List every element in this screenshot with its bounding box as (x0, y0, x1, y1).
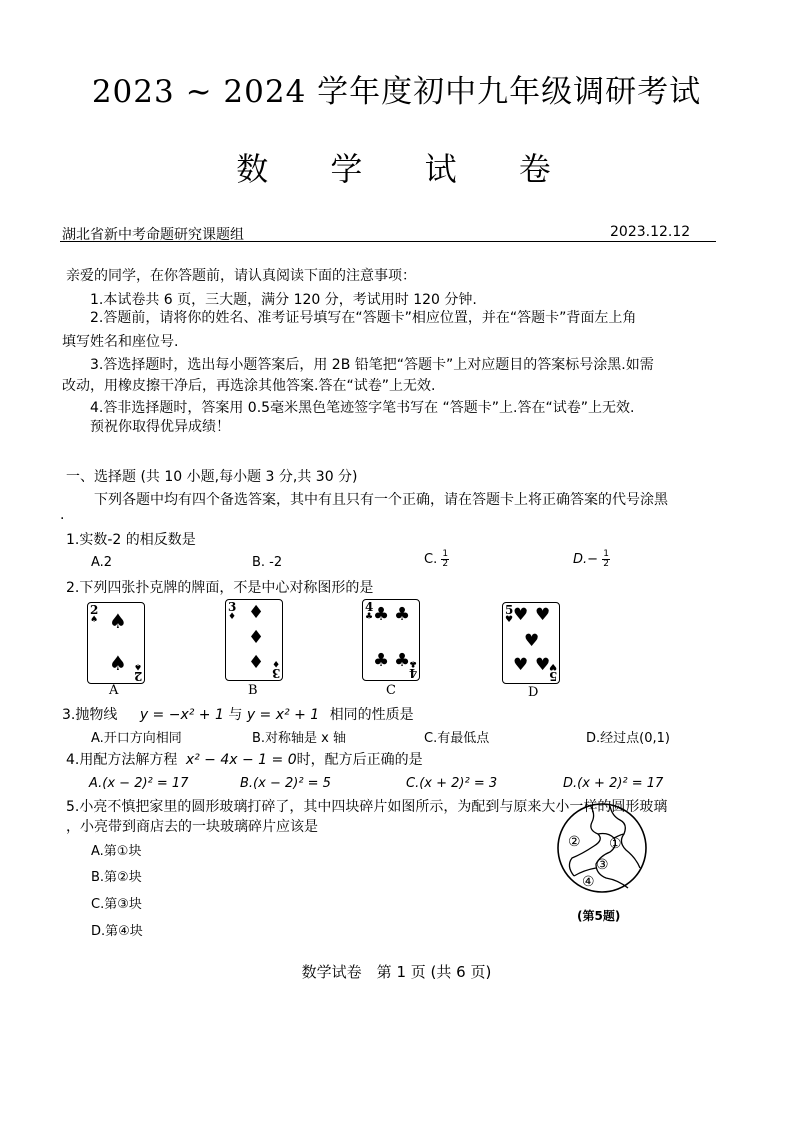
card-b-rank-top: 3 (228, 600, 237, 614)
card-a-suit-top-icon: ♠ (90, 615, 99, 625)
playing-card-a (87, 602, 145, 684)
q1-option-d-fraction (602, 550, 610, 569)
card-d-suit-top-icon: ♥ (505, 615, 514, 625)
card-b-suit-bottom-icon: ♦ (271, 658, 280, 668)
spade-icon: ♠ (109, 651, 127, 675)
q1-stem: 1.实数-2 的相反数是 (66, 532, 196, 548)
header-divider (60, 241, 716, 242)
q5-option-c: C.第③块 (91, 897, 142, 912)
notice-item-2b: 填写姓名和座位号. (62, 334, 179, 350)
q5-stem-line-2: ，小亮带到商店去的一块玻璃碎片应该是 (66, 819, 318, 835)
q4-stem-prefix: 4.用配方法解方程 (66, 752, 178, 768)
card-d-suit-bottom-icon: ♥ (548, 661, 557, 671)
card-a-suit-bottom-icon: ♠ (133, 661, 142, 671)
q4-option-c: C.(x + 2)² = 3 (406, 776, 498, 791)
card-a-label: A (109, 683, 119, 698)
card-c-rank-bottom: 4 (408, 666, 417, 680)
q1-option-a: A.2 (91, 555, 113, 570)
q5-option-b: B.第②块 (91, 870, 142, 885)
q3-option-b: B.对称轴是 x 轴 (252, 731, 347, 746)
q1-option-c-denominator: 2 (442, 559, 449, 569)
q4-stem-suffix: 时，配方后正确的是 (296, 752, 423, 768)
club-icon: ♣ (373, 650, 390, 671)
q4-stem (66, 749, 423, 769)
club-icon: ♣ (394, 604, 411, 625)
heart-icon: ♥ (524, 631, 540, 651)
q3-stem (62, 704, 414, 724)
card-a-rank-bottom: 2 (133, 669, 142, 683)
q4-option-a: A.(x − 2)² = 17 (89, 776, 189, 791)
notice-item-2a: 2.答题前，请将你的姓名、准考证号填写在“答题卡”相应位置，并在“答题卡”背面左上角 (90, 310, 637, 326)
broken-glass-figure (552, 798, 652, 904)
diamond-icon: ♦ (248, 602, 265, 623)
section-heading: 一、选择题 (共 10 小题,每小题 3 分,共 30 分) (66, 469, 358, 485)
q4-option-b: B.(x − 2)² = 5 (240, 776, 331, 791)
q1-option-b: B. -2 (252, 555, 283, 570)
diamond-icon: ♦ (248, 652, 265, 673)
card-c-label: C (386, 683, 396, 698)
card-c-rank-top: 4 (365, 600, 374, 614)
playing-card-c (362, 599, 420, 681)
q1-option-c-prefix: C. (424, 552, 438, 567)
q4-formula: x² − 4x − 1 = 0 (185, 752, 297, 768)
diamond-icon: ♦ (248, 627, 265, 648)
q1-option-d-prefix: D.− (573, 552, 599, 567)
heart-icon: ♥ (535, 605, 551, 625)
card-d-rank-bottom: 5 (548, 669, 557, 683)
q3-option-d: D.经过点(0,1) (586, 731, 670, 746)
club-icon: ♣ (373, 604, 390, 625)
club-icon: ♣ (394, 650, 411, 671)
q2-stem: 2.下列四张扑克牌的牌面，不是中心对称图形的是 (66, 580, 374, 596)
playing-card-d (502, 602, 560, 684)
card-d-label: D (528, 685, 539, 700)
card-c-suit-top-icon: ♣ (365, 612, 374, 622)
q4-option-d: D.(x + 2)² = 17 (563, 776, 664, 791)
card-c-suit-bottom-icon: ♣ (408, 658, 417, 668)
organization: 湖北省新中考命题研究课题组 (62, 227, 244, 243)
section-instruction: 下列各题中均有四个备选答案，其中有且只有一个正确，请在答题卡上将正确答案的代号涂黑 (94, 492, 668, 508)
piece-3-label: ③ (596, 857, 609, 873)
exam-date: 2023.12.12 (610, 224, 691, 240)
notice-greeting: 亲爱的同学，在你答题前，请认真阅读下面的注意事项： (66, 268, 416, 284)
q5-option-a: A.第①块 (91, 844, 142, 859)
heart-icon: ♥ (513, 605, 529, 625)
exam-title: 2023 ~ 2024 学年度初中九年级调研考试 (91, 74, 702, 110)
q1-option-c-numerator: 1 (442, 549, 449, 559)
heart-icon: ♥ (513, 655, 529, 675)
q5-figure-caption: (第5题) (577, 909, 621, 923)
q3-formula-2: y = x² + 1 (246, 707, 320, 723)
q5-stem-line-1: 5.小亮不慎把家里的圆形玻璃打碎了，其中四块碎片如图所示，为配到与原来大小一样的圆形玻璃 (66, 799, 668, 815)
q1-option-d-denominator: 2 (603, 559, 609, 569)
q1-option-d-numerator: 1 (603, 549, 609, 559)
q1-option-c (424, 550, 449, 569)
q3-stem-prefix: 3.抛物线 (62, 707, 118, 723)
piece-4-label: ④ (582, 874, 595, 890)
card-b-label: B (248, 683, 258, 698)
piece-2-label: ② (568, 834, 581, 850)
piece-1-label: ① (609, 836, 622, 852)
q3-formula-1: y = −x² + 1 (139, 707, 224, 723)
notice-item-3b: 改动，用橡皮擦干净后，再选涂其他答案.答在“试卷”上无效. (62, 378, 436, 394)
notice-item-1: 1.本试卷共 6 页，三大题，满分 120 分，考试用时 120 分钟. (90, 292, 477, 308)
q1-option-d (573, 550, 610, 569)
card-b-rank-bottom: 3 (271, 666, 280, 680)
q1-option-c-fraction (441, 550, 449, 569)
playing-card-b (225, 599, 283, 681)
heart-icon: ♥ (535, 655, 551, 675)
section-instruction-dot: . (60, 507, 65, 523)
exam-subtitle: 数 学 试 卷 (236, 150, 577, 188)
notice-item-3a: 3.答选择题时，选出每小题答案后，用 2B 铅笔把“答题卡”上对应题目的答案标号涂黑.如需 (90, 357, 654, 373)
q5-option-d: D.第④块 (91, 924, 143, 939)
q3-option-c: C.有最低点 (424, 731, 490, 746)
notice-wish: 预祝你取得优异成绩！ (90, 419, 230, 435)
q3-stem-with: 与 (228, 707, 243, 723)
q3-stem-suffix: 相同的性质是 (329, 707, 414, 723)
spade-icon: ♠ (109, 609, 127, 633)
notice-item-4: 4.答非选择题时，答案用 0.5毫米黑色笔迹签字笔书写在 “答题卡”上.答在“试卷”上无效. (90, 400, 635, 416)
card-d-rank-top: 5 (505, 603, 514, 617)
q3-option-a: A.开口方向相同 (91, 731, 182, 746)
card-a-rank-top: 2 (90, 603, 99, 617)
card-b-suit-top-icon: ♦ (228, 612, 237, 622)
page-footer: 数学试卷 第 1 页 (共 6 页) (301, 963, 492, 981)
